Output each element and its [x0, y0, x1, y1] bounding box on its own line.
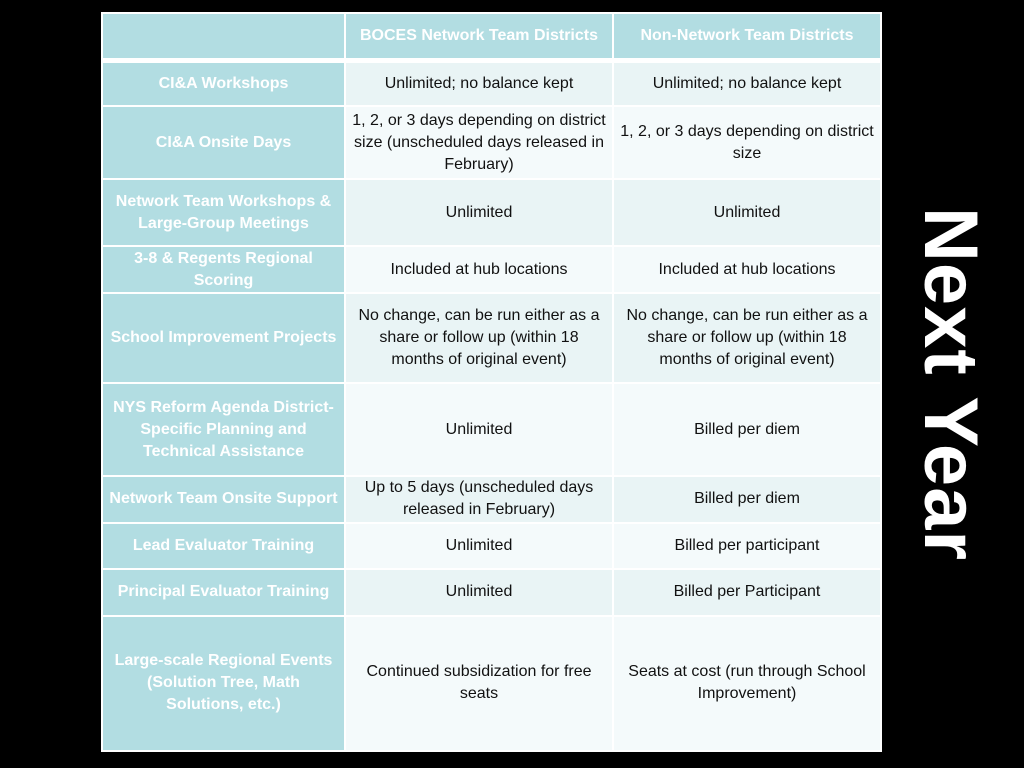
row-label: Network Team Workshops & Large-Group Meetings	[102, 179, 345, 246]
non-network-cell: Included at hub locations	[613, 246, 881, 293]
non-network-cell: Seats at cost (run through School Improvement)	[613, 616, 881, 751]
network-cell: 1, 2, or 3 days depending on district size (unscheduled days released in February)	[345, 106, 613, 179]
table-header-row	[102, 13, 881, 60]
network-cell: Up to 5 days (unscheduled days released in February)	[345, 476, 613, 523]
non-network-cell: Unlimited	[613, 179, 881, 246]
non-network-cell: Billed per diem	[613, 476, 881, 523]
row-label: Large-scale Regional Events (Solution Tree, Math Solutions, etc.)	[102, 616, 345, 751]
comparison-table	[101, 12, 882, 752]
header-non-network-districts: Non-Network Team Districts	[613, 13, 881, 60]
table-row	[102, 106, 881, 179]
non-network-cell: Unlimited; no balance kept	[613, 60, 881, 106]
row-label: CI&A Workshops	[102, 60, 345, 106]
table-row	[102, 569, 881, 616]
table-row	[102, 293, 881, 383]
table-row	[102, 383, 881, 475]
comparison-table-container	[101, 12, 880, 752]
network-cell: Unlimited	[345, 383, 613, 475]
row-label: NYS Reform Agenda District-Specific Planning and Technical Assistance	[102, 383, 345, 475]
network-cell: Unlimited	[345, 569, 613, 616]
non-network-cell: Billed per diem	[613, 383, 881, 475]
table-row	[102, 523, 881, 569]
non-network-cell: Billed per participant	[613, 523, 881, 569]
row-label: Principal Evaluator Training	[102, 569, 345, 616]
row-label: Lead Evaluator Training	[102, 523, 345, 569]
table-row	[102, 246, 881, 293]
row-label: 3-8 & Regents Regional Scoring	[102, 246, 345, 293]
non-network-cell: 1, 2, or 3 days depending on district size	[613, 106, 881, 179]
table-row	[102, 179, 881, 246]
network-cell: Unlimited	[345, 523, 613, 569]
header-network-districts: BOCES Network Team Districts	[345, 13, 613, 60]
network-cell: Included at hub locations	[345, 246, 613, 293]
row-label: Network Team Onsite Support	[102, 476, 345, 523]
row-label: School Improvement Projects	[102, 293, 345, 383]
table-row	[102, 60, 881, 106]
network-cell: Unlimited; no balance kept	[345, 60, 613, 106]
header-corner	[102, 13, 345, 60]
row-label: CI&A Onsite Days	[102, 106, 345, 179]
slide-title: Next Year	[908, 206, 993, 562]
network-cell: Continued subsidization for free seats	[345, 616, 613, 751]
network-cell: No change, can be run either as a share or follow up (within 18 months of original event)	[345, 293, 613, 383]
non-network-cell: No change, can be run either as a share or follow up (within 18 months of original event)	[613, 293, 881, 383]
table-row	[102, 476, 881, 523]
non-network-cell: Billed per Participant	[613, 569, 881, 616]
table-row	[102, 616, 881, 751]
network-cell: Unlimited	[345, 179, 613, 246]
